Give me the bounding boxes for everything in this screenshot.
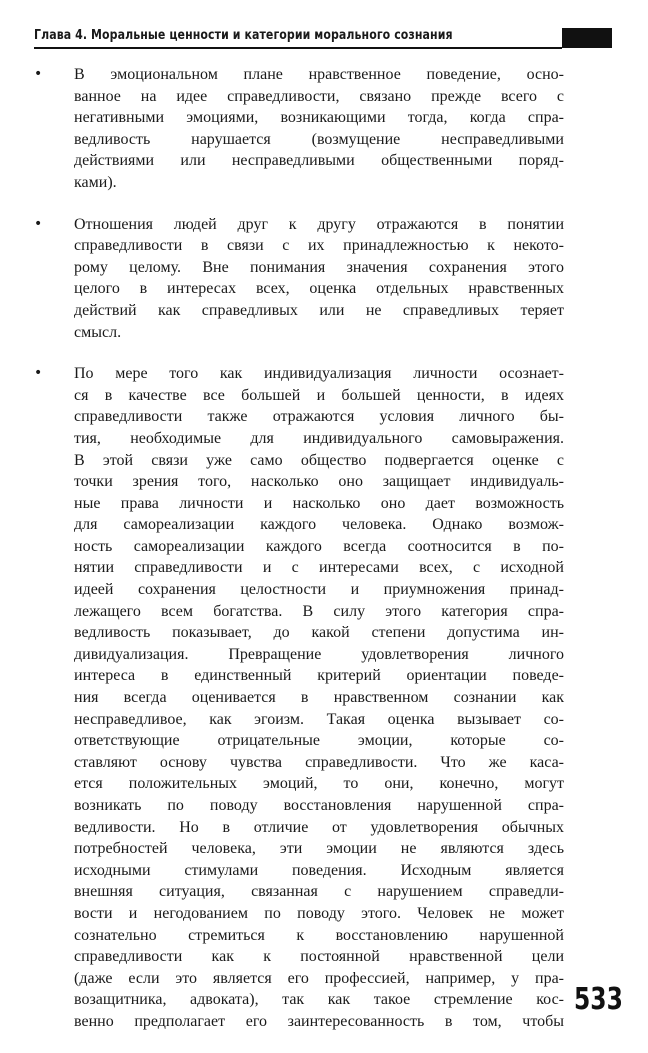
text-line: ванное на идее справедливости, связано прежде всего с [74, 87, 564, 105]
text-line: сознательно стремиться к восстановлению нарушенной [74, 926, 564, 944]
text-line: действий как справедливых или не справедливых теряет [74, 301, 564, 319]
text-line: ведливость нарушается (возмущение несправедливыми [74, 130, 564, 148]
page-number: 533 [574, 982, 623, 1017]
bullet-item [34, 214, 564, 344]
text-line: интереса в единственный критерий ориентации поведе- [74, 667, 564, 685]
bullet-mark: • [34, 215, 43, 232]
text-line: ся в качестве все большей и большей ценности, в идеях [74, 386, 564, 404]
bullet-paragraph [74, 214, 564, 344]
text-line: По мере того как индивидуализация личности осознает- [74, 365, 564, 383]
text-line: ставляют основу чувства справедливости. Что же каса- [74, 753, 564, 771]
running-header [34, 28, 612, 50]
text-line: Отношения людей друг к другу отражаются в понятии [74, 215, 564, 233]
bullet-item [34, 64, 564, 194]
text-line: несправедливое, как эгоизм. Такая оценка вызывает со- [74, 710, 564, 728]
text-line: вости и негодованием по поводу этого. Человек не может [74, 904, 564, 922]
bullet-item [34, 363, 564, 1032]
text-line: ния всегда оценивается в нравственном сознании как [74, 689, 564, 707]
text-line: возащитника, адвоката), так как такое стремление кос- [74, 991, 564, 1009]
text-line: справедливости в связи с их принадлежностью к некото- [74, 237, 564, 255]
body-text [34, 64, 564, 1053]
chapter-title: Глава 4. Моральные ценности и категории морального сознания [34, 28, 453, 43]
text-line: дивидуализация. Превращение удовлетворения личного [74, 645, 564, 663]
text-line: лежащего всем богатства. В силу этого категория спра- [74, 602, 564, 620]
text-line: рому целому. Вне понимания значения сохранения этого [74, 258, 564, 276]
header-bar [562, 28, 612, 48]
text-line: негативными эмоциями, возникающими тогда, когда спра- [74, 109, 564, 127]
header-rule [34, 47, 562, 49]
text-line: ные права личности и насколько оно дает возможность [74, 494, 564, 512]
text-line: справедливости как к постоянной нравственной цели [74, 948, 564, 966]
text-line: исходными стимулами поведения. Исходным является [74, 861, 564, 879]
text-line: ведливость показывает, до какой степени допустима ин- [74, 624, 564, 642]
text-line: ками). [74, 173, 117, 191]
text-line: В этой связи уже само общество подвергается оценке с [74, 451, 564, 469]
text-line: (даже если это является его профессией, например, у пра- [74, 969, 564, 987]
text-line: ется положительных эмоций, то они, конечно, могут [74, 775, 564, 793]
text-line: потребностей человека, эти эмоции не являются здесь [74, 840, 564, 858]
text-line: действиями или несправедливыми общественными поряд- [74, 152, 564, 170]
bullet-paragraph [74, 363, 564, 1032]
bullet-paragraph [74, 64, 564, 194]
text-line: ность самореализации каждого всегда соотносится в по- [74, 537, 564, 555]
text-line: смысл. [74, 323, 122, 341]
text-line: для самореализации каждого человека. Однако возмож- [74, 516, 564, 534]
text-line: возникать по поводу восстановления нарушенной спра- [74, 797, 564, 814]
text-line: тия, необходимые для индивидуального самовыражения. [74, 429, 564, 447]
text-line: целого в интересах всех, оценка отдельных нравственных [74, 280, 564, 298]
text-line: справедливости также отражаются условия личного бы- [74, 408, 564, 426]
bullet-mark: • [34, 365, 43, 382]
bullet-mark: • [34, 66, 43, 82]
text-line: В эмоциональном плане нравственное поведение, осно- [74, 66, 564, 83]
text-line: ведливости. Но в отличие от удовлетворения обычных [74, 818, 564, 836]
text-line: ответствующие отрицательные эмоции, которые со- [74, 732, 564, 750]
text-line: точки зрения того, насколько оно защищает индивидуаль- [74, 473, 564, 491]
text-line: внешняя ситуация, связанная с нарушением справедли- [74, 883, 564, 901]
text-line: нятии справедливости и с интересами всех, с исходной [74, 559, 564, 577]
text-line: венно предполагает его заинтересованность в том, чтобы [74, 1012, 564, 1030]
text-line: идеей сохранения целостности и приумножения принад- [74, 581, 564, 599]
